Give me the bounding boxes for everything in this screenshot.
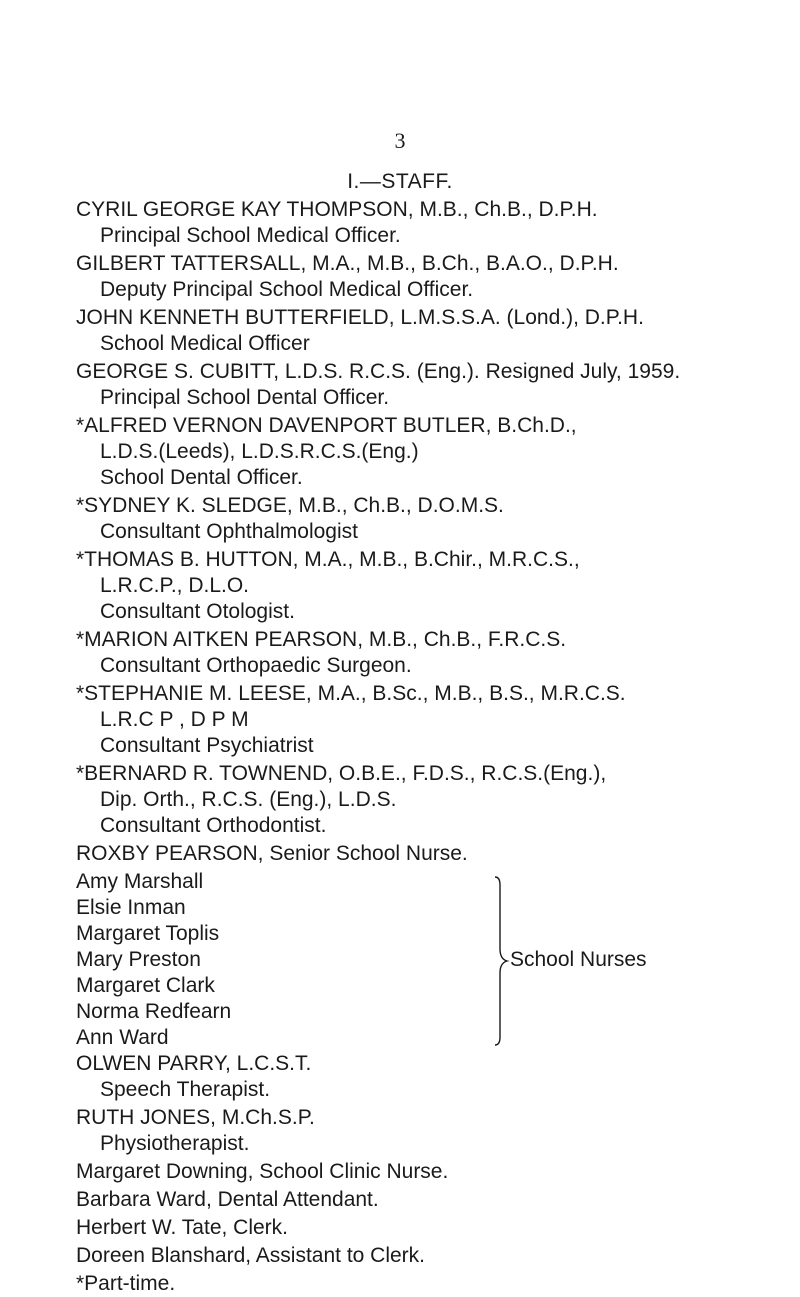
- staff-role-line: Principal School Dental Officer.: [100, 386, 390, 409]
- staff-role-line: Consultant Orthopaedic Surgeon.: [100, 654, 412, 677]
- page-number: 3: [394, 128, 406, 153]
- staff-role-line: Physiotherapist.: [100, 1132, 250, 1155]
- staff-role-line: Dip. Orth., R.C.S. (Eng.), L.D.S.: [100, 788, 397, 811]
- school-nurse-name: Margaret Toplis: [76, 922, 220, 945]
- staff-list: [76, 197, 756, 1297]
- staff-entry: [76, 547, 756, 625]
- staff-name-line: OLWEN PARRY, L.C.S.T.: [76, 1052, 312, 1075]
- staff-name-line: *BERNARD R. TOWNEND, O.B.E., F.D.S., R.C.S.(Eng.),: [76, 762, 607, 785]
- school-nurse-names: [76, 869, 756, 1051]
- staff-role-line: Consultant Otologist.: [100, 600, 295, 623]
- staff-entry: [76, 761, 756, 839]
- staff-role-line: L.R.C.P., D.L.O.: [100, 574, 249, 597]
- right-brace-icon: [494, 875, 510, 1047]
- staff-name-line: ROXBY PEARSON, Senior School Nurse.: [76, 842, 468, 865]
- staff-entry: [76, 197, 756, 249]
- part-time-footnote: *Part-time.: [76, 1272, 176, 1295]
- staff-entry: [76, 1187, 756, 1213]
- staff-entry: [76, 841, 756, 867]
- school-nurse-name: Margaret Clark: [76, 974, 215, 997]
- staff-role-line: Consultant Orthodontist.: [100, 814, 327, 837]
- school-nurse-name: Norma Redfearn: [76, 1000, 232, 1023]
- staff-name-line: *THOMAS B. HUTTON, M.A., M.B., B.Chir., M.R.C.S.,: [76, 548, 580, 571]
- staff-name-line: CYRIL GEORGE KAY THOMPSON, M.B., Ch.B., D.P.H.: [76, 198, 598, 221]
- staff-entry: [76, 413, 756, 491]
- school-nurses-label: School Nurses: [510, 948, 647, 971]
- school-nurses-group: [76, 869, 756, 1051]
- staff-entry: [76, 1215, 756, 1241]
- staff-entry: [76, 1243, 756, 1269]
- staff-entry: [76, 1105, 756, 1157]
- staff-role-line: Consultant Psychiatrist: [100, 734, 314, 757]
- staff-role-line: School Medical Officer: [100, 332, 310, 355]
- staff-entry: [76, 305, 756, 357]
- staff-name-line: Barbara Ward, Dental Attendant.: [76, 1188, 379, 1211]
- staff-name-line: GILBERT TATTERSALL, M.A., M.B., B.Ch., B.A.O., D.P.H.: [76, 252, 619, 275]
- staff-entry: [76, 359, 756, 411]
- staff-name-line: *MARION AITKEN PEARSON, M.B., Ch.B., F.R.C.S.: [76, 628, 567, 651]
- staff-role-line: Principal School Medical Officer.: [100, 224, 401, 247]
- section-heading: I.—STAFF.: [347, 170, 453, 193]
- staff-name-line: *SYDNEY K. SLEDGE, M.B., Ch.B., D.O.M.S.: [76, 494, 504, 517]
- school-nurse-name: Ann Ward: [76, 1026, 169, 1049]
- staff-role-line: School Dental Officer.: [100, 466, 303, 489]
- staff-entry: [76, 1159, 756, 1185]
- staff-role-line: Consultant Ophthalmologist: [100, 520, 358, 543]
- staff-entry: [76, 681, 756, 759]
- staff-name-line: Doreen Blanshard, Assistant to Clerk.: [76, 1244, 426, 1267]
- staff-entry: [76, 1051, 756, 1103]
- staff-entry: [76, 251, 756, 303]
- staff-role-line: Deputy Principal School Medical Officer.: [100, 278, 474, 301]
- staff-role-line: L.D.S.(Leeds), L.D.S.R.C.S.(Eng.): [100, 440, 419, 463]
- staff-role-line: Speech Therapist.: [100, 1078, 271, 1101]
- staff-entry: [76, 493, 756, 545]
- staff-entries-bottom: [76, 1051, 756, 1269]
- school-nurse-name: Amy Marshall: [76, 870, 204, 893]
- staff-name-line: GEORGE S. CUBITT, L.D.S. R.C.S. (Eng.). Resigned July, 1959.: [76, 360, 681, 383]
- school-nurse-name: Mary Preston: [76, 948, 201, 971]
- staff-name-line: *STEPHANIE M. LEESE, M.A., B.Sc., M.B., B.S., M.R.C.S.: [76, 682, 626, 705]
- school-nurse-name: Elsie Inman: [76, 896, 186, 919]
- staff-role-line: L.R.C P , D P M: [100, 708, 249, 731]
- staff-name-line: *ALFRED VERNON DAVENPORT BUTLER, B.Ch.D.,: [76, 414, 577, 437]
- staff-name-line: JOHN KENNETH BUTTERFIELD, L.M.S.S.A. (Lond.), D.P.H.: [76, 306, 644, 329]
- staff-entries-top: [76, 197, 756, 867]
- staff-name-line: RUTH JONES, M.Ch.S.P.: [76, 1106, 315, 1129]
- staff-name-line: Herbert W. Tate, Clerk.: [76, 1216, 289, 1239]
- staff-name-line: Margaret Downing, School Clinic Nurse.: [76, 1160, 449, 1183]
- staff-entry: [76, 627, 756, 679]
